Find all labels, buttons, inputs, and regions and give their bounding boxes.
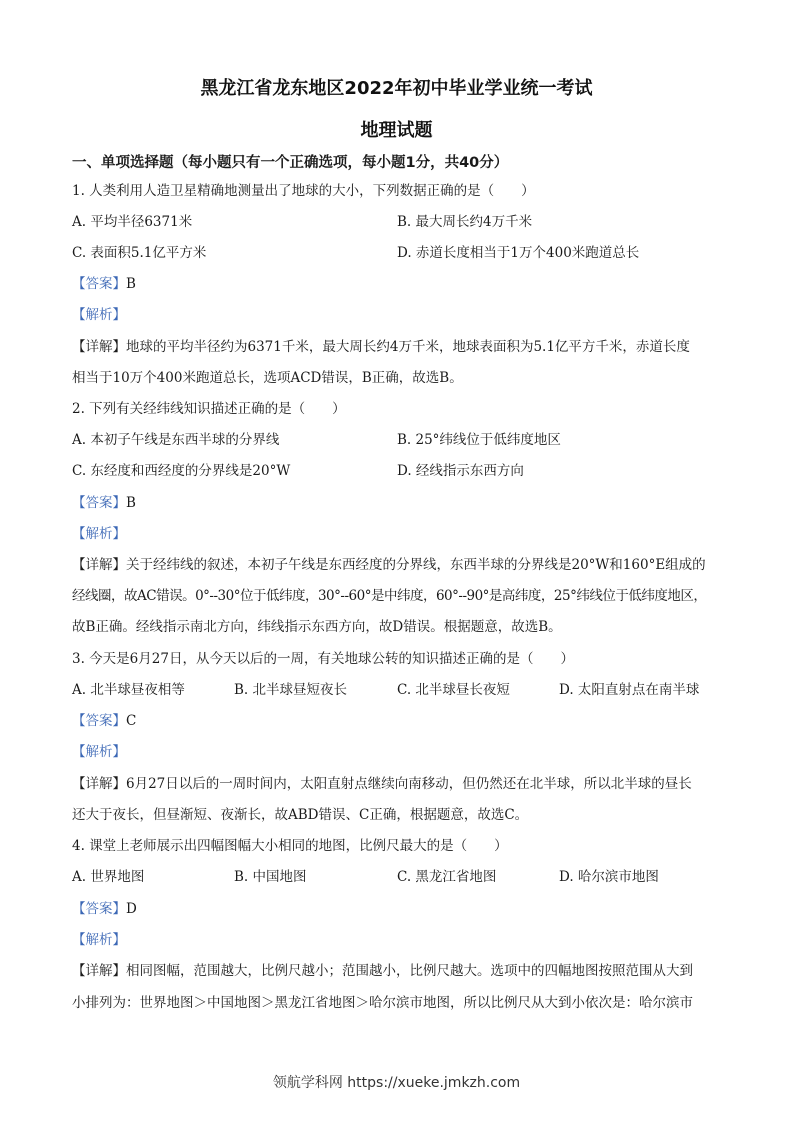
question-2-answer [72,494,136,512]
question-3-option-a: A. 北半球昼夜相等 [72,682,185,698]
detail-text: 关于经纬线的叙述，本初子午线是东西经度的分界线，东西半球的分界线是20°W和160°E组成的 [126,557,706,573]
question-1-analysis-label: 【解析】 [72,307,126,323]
question-3-option-b: B. 北半球昼短夜长 [234,682,348,698]
question-4-detail-line-2: 小排列为：世界地图＞中国地图＞黑龙江省地图＞哈尔滨市地图，所以比例尺从大到小依次是：哈尔滨市 [72,995,693,1011]
exam-title: 黑龙江省龙东地区2022年初中毕业学业统一考试 [200,78,593,99]
question-2-detail-line-2: 经线圈，故AC错误。0°--30°位于低纬度，30°--60°是中纬度，60°--90°是高纬度，25°纬线位于低纬度地区， [72,588,707,604]
question-4-stem: 4. 课堂上老师展示出四幅图幅大小相同的地图，比例尺最大的是（ ） [72,838,508,854]
question-3-analysis-label: 【解析】 [72,744,126,760]
question-1-stem: 1. 人类利用人造卫星精确地测量出了地球的大小，下列数据正确的是（ ） [72,183,535,199]
detail-label: 【详解】 [72,339,126,355]
question-4-option-b: B. 中国地图 [234,869,307,885]
question-3-option-c: C. 北半球昼长夜短 [397,682,510,698]
answer-value: B [126,495,136,511]
question-1-option-b: B. 最大周长约4万千米 [397,214,533,230]
answer-label: 【答案】 [72,495,126,511]
question-1-option-d: D. 赤道长度相当于1万个400米跑道总长 [397,245,640,261]
question-2-option-d: D. 经线指示东西方向 [397,463,524,479]
detail-label: 【详解】 [72,776,126,792]
question-1-answer [72,275,136,293]
question-3-detail-line-2: 还大于夜长，但昼渐短、夜渐长，故ABD错误、C正确，根据题意，故选C。 [72,807,529,823]
question-1-detail-line-1 [72,338,690,356]
detail-text: 相同图幅，范围越大，比例尺越小；范围越小，比例尺越大。选项中的四幅地图按照范围从大到 [126,963,693,979]
question-4-option-d: D. 哈尔滨市地图 [559,869,659,885]
question-3-option-d: D. 太阳直射点在南半球 [559,682,700,698]
answer-label: 【答案】 [72,901,126,917]
question-2-option-a: A. 本初子午线是东西半球的分界线 [72,432,280,448]
question-1-option-c: C. 表面积5.1亿平方米 [72,245,207,261]
question-2-option-c: C. 东经度和西经度的分界线是20°W [72,463,291,479]
question-4-analysis-label: 【解析】 [72,932,126,948]
answer-value: C [126,713,137,729]
question-2-detail-line-1 [72,556,706,574]
question-4-detail-line-1 [72,962,693,980]
exam-subtitle: 地理试题 [360,120,433,141]
question-3-stem: 3. 今天是6月27日，从今天以后的一周，有关地球公转的知识描述正确的是（ ） [72,651,574,667]
question-4-option-a: A. 世界地图 [72,869,145,885]
question-2-stem: 2. 下列有关经纬线知识描述正确的是（ ） [72,401,346,417]
question-4-option-c: C. 黑龙江省地图 [397,869,497,885]
question-4-answer [72,900,137,918]
question-2-analysis-label: 【解析】 [72,526,126,542]
question-3-answer [72,712,136,730]
question-1-detail-line-2: 相当于10万个400米跑道总长，选项ACD错误，B正确，故选B。 [72,370,463,386]
page-footer: 领航学科网 https://xueke.jmkzh.com [272,1075,521,1091]
detail-text: 地球的平均半径约为6371千米，最大周长约4万千米，地球表面积为5.1亿平方千米，赤道长度 [126,339,690,355]
answer-value: D [126,901,137,917]
detail-label: 【详解】 [72,963,126,979]
answer-label: 【答案】 [72,276,126,292]
detail-label: 【详解】 [72,557,126,573]
question-2-option-b: B. 25°纬线位于低纬度地区 [397,432,561,448]
detail-text: 6月27日以后的一周时间内，太阳直射点继续向南移动，但仍然还在北半球，所以北半球的昼长 [126,776,692,792]
question-1-option-a: A. 平均半径6371米 [72,214,193,230]
answer-value: B [126,276,136,292]
question-2-detail-line-3: 故B正确。经线指示南北方向，纬线指示东西方向，故D错误。根据题意，故选B。 [72,619,562,635]
answer-label: 【答案】 [72,713,126,729]
question-3-detail-line-1 [72,775,692,793]
section-heading: 一、单项选择题（每小题只有一个正确选项，每小题1分，共40分） [72,155,509,171]
